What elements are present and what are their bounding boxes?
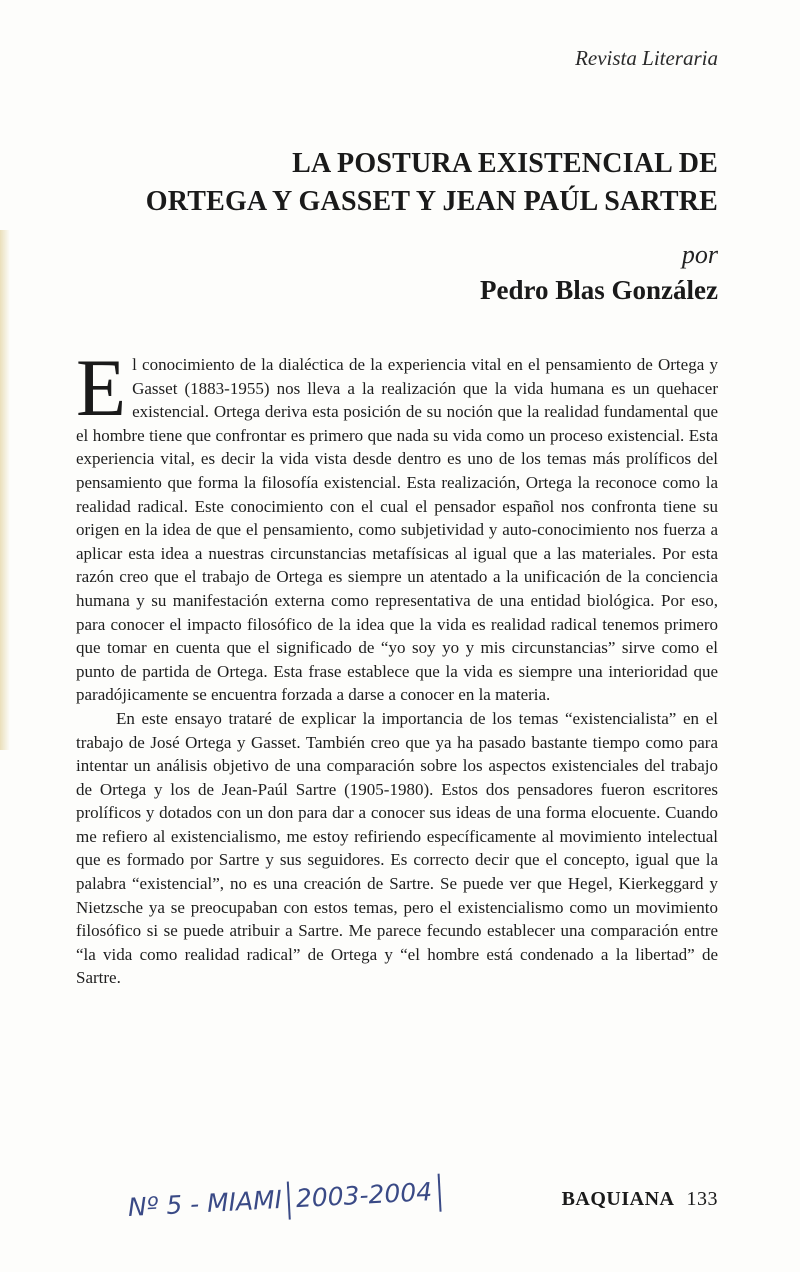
handwritten-issue: Nº 5 - MIAMI — [127, 1184, 283, 1222]
running-head: Revista Literaria — [575, 46, 718, 70]
handwritten-bracket-left — [287, 1182, 291, 1220]
paragraph-2: En este ensayo trataré de explicar la importancia de los temas “existencialista” en el trabajo de José Ortega y Gasset. También creo que ya ha pasado bastante tiempo como para intentar un análisis objetivo de una comparación sobre los aspectos existenciales del trabajo de Ortega y los de Jean-Paúl Sartre (1905-1980). Estos dos pensadores fueron escritores prolíficos y dotados con un don para dar a conocer sus ideas de una forma elocuente. Cuando me refiero al existencialismo, me estoy refiriendo específicamente al movimiento intelectual que es formado por Sartre y sus seguidores. Es correcto decir que el concepto, igual que la palabra “existencial”, no es una creación de Sartre. Se puede ver que Hegel, Kierkeggard y Nietzsche ya se preocupaban con estos temas, pero el existencialismo como un movimiento filosófico si se puede atribuir a Sartre. Me parece fecundo establecer una comparación entre “la vida como realidad radical” de Ortega y “el hombre está condenado a la libertad” de Sartre. — [76, 708, 718, 988]
handwritten-note — [127, 1173, 447, 1228]
journal-name: BAQUIANA — [561, 1188, 675, 1210]
article-body — [76, 342, 718, 990]
byline-por: por — [681, 240, 718, 269]
paragraph-1 — [76, 342, 718, 707]
handwritten-bracket-right — [437, 1174, 441, 1212]
paragraph-1-text: l conocimiento de la dialéctica de la experiencia vital en el pensamiento de Ortega y Gasset (1883-1955) nos lleva a la realización que la vida humana es un quehacer existencial. Ortega deriva esta posición de su noción que la realidad fundamental que el hombre tiene que confrontar es primero que nada su vida como un proceso existencial. Esta experiencia vital, es decir la vida vista desde dentro es uno de los temas más prolíficos del pensamiento que forma la filosofía existencial. Esta realización, Ortega la reconoce como la realidad radical. Este conocimiento con el cual el pensador español nos confronta tiene su origen en la idea de que el pensamiento, como subjetividad y auto-conocimiento nos fuerza a aplicar esta idea a nuestras circunstancias metafísicas al igual que a las materiales. Por esta razón creo que el trabajo de Ortega es siempre un atentado a la unificación de la conciencia humana y su manifestación externa como representativa de una entidad biológica. Por eso, para conocer el impacto filosófico de la idea que la vida es realidad radical tenemos primero que tomar en cuenta que el significado de “yo soy yo y mis circunstancias” sirve como el punto de partida de Ortega. Esta frase establece que la vida es siempre una interioridad que paradójicamente se encuentra forzada a darse a conocer en la materia. — [76, 355, 718, 705]
page-edge-shadow — [0, 230, 10, 750]
handwritten-years: 2003-2004 — [295, 1177, 433, 1214]
page-footer — [562, 1188, 718, 1211]
title-line-1: LA POSTURA EXISTENCIAL DE — [292, 148, 718, 179]
author-name: Pedro Blas González — [480, 275, 718, 305]
article-title — [78, 145, 718, 221]
page-number: 133 — [686, 1188, 718, 1210]
drop-cap: E — [76, 342, 127, 433]
title-line-2: ORTEGA Y GASSET Y JEAN PAÚL SARTRE — [145, 186, 718, 217]
